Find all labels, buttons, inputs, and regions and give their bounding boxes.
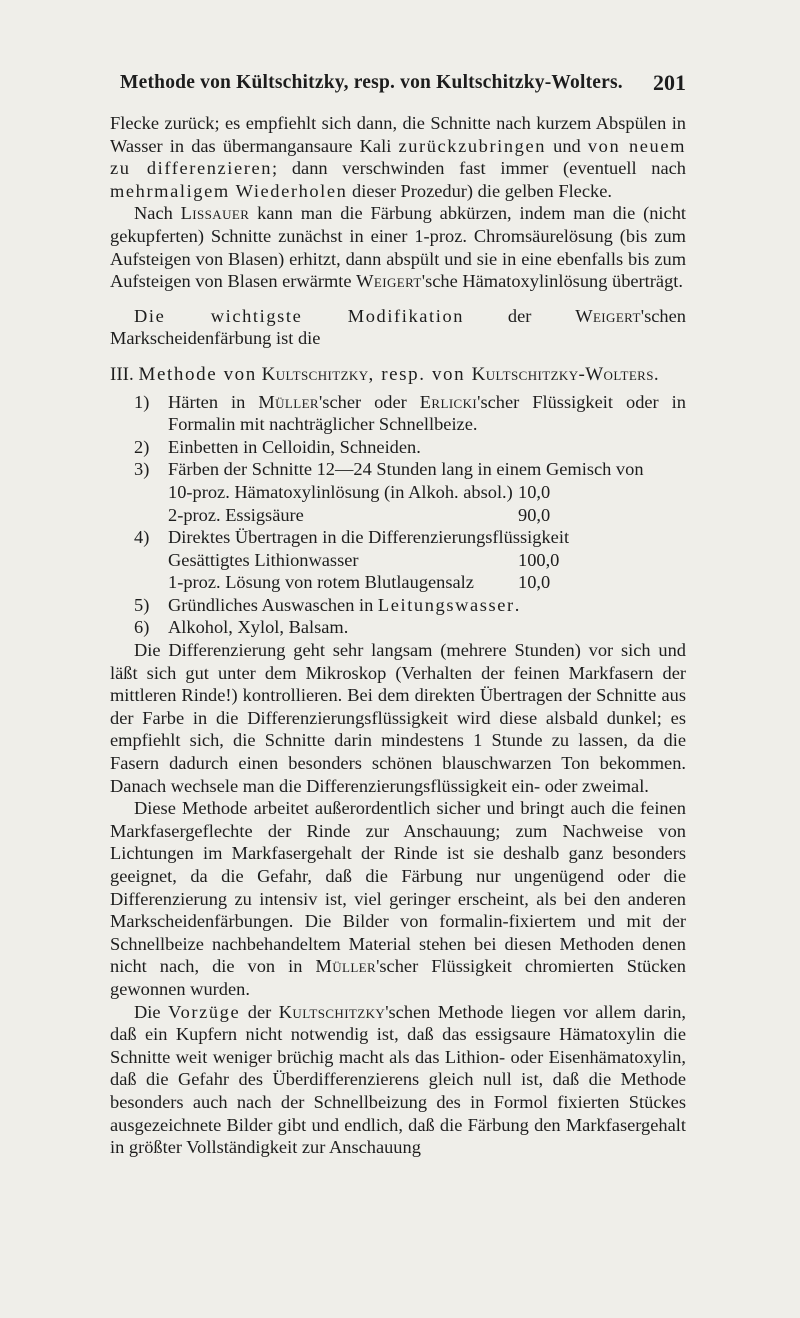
paragraph-differenzierung: Die Differenzierung geht sehr langsam (mehrere Stunden) vor sich und läßt sich gut unter dem Mikroskop (Verhalten der feinen Markfasern der mittleren Rinde!) kontrollieren. Bei dem direkten Übertragen der Schnitte aus der Farbe in die Differenzierungsflüssigkeit wird diese alsbald dunkel; es empfiehlt sich, die Schnitte darin mindestens 1 Stunde zu lassen, da die Fasern dadurch einen besonders schönen blauschwarzen Ton bekommen. Danach wechsele man die Differenzierungsflüssigkeit ein- oder zweimal. [110, 640, 686, 796]
running-title: Methode von Kültschitzky, resp. von Kultschitzky-Wolters. [120, 72, 623, 93]
method-steps-cont [110, 526, 686, 549]
step-1: 1) Härten in Müller'scher oder Erlicki'scher Flüssigkeit oder in Formalin mit nachträglicher Schnellbeize. [134, 391, 686, 435]
body-text [110, 112, 686, 1159]
method-steps-end [110, 594, 686, 639]
formula-acetic-acid: 2-proz. Essigsäure 90,0 [168, 504, 551, 525]
step-4: 4) Direktes Übertragen in die Differenzierungsflüssigkeit [134, 527, 570, 548]
formula-lithium-water: Gesättigtes Lithionwasser 100,0 [168, 549, 560, 570]
book-page [110, 70, 686, 1159]
page-number: 201 [653, 70, 686, 95]
step-3: 3) Färben der Schnitte 12—24 Stunden lang in einem Gemisch von [134, 459, 644, 480]
step-2: 2) Einbetten in Celloidin, Schneiden. [134, 436, 421, 457]
formula-hematoxylin: 10-proz. Hämatoxylinlösung (in Alkoh. absol.) 10,0 [168, 481, 551, 502]
paragraph-vorzuege: Die Vorzüge der Kultschitzky'schen Methode liegen vor allem darin, daß ein Kupfern nicht notwendig ist, daß das essigsaure Hämatoxylin die Schnitte weit weniger brüchig macht als das Lithion- oder Eisenhämatoxylin, daß die Gefahr des Überdifferenzierens gleich null ist, daß die Methode besonders auch nach der Schnellbeizung des in Formol fixierten Stückes ausgezeichnete Bilder gibt und endlich, daß die Färbung den Markfasergehalt in größter Vollständigkeit zur Anschauung [110, 1001, 686, 1158]
paragraph-modifikation: Die wichtigste Modifikation der Weigert'schen Markscheidenfärbung ist die [110, 305, 686, 349]
section-heading-iii: III. Methode von Kultschitzky, resp. von Kultschitzky-Wolters. [110, 363, 659, 385]
running-header [110, 70, 686, 104]
method-steps [110, 391, 686, 481]
step-6: 6) Alkohol, Xylol, Balsam. [134, 617, 349, 638]
paragraph-methode-sicher: Diese Methode arbeitet außerordentlich sicher und bringt auch die feinen Markfasergeflechte der Rinde zur Anschauung; zum Nachweise von Lichtungen im Markfasergehalt der Rinde ist sie deshalb ganz besonders geeignet, da die Gefahr, daß die Färbung nur ungenügend oder die Differenzierung zu intensiv ist, viel geringer erscheint, als bei den anderen Markscheidenfärbungen. Die Bilder von formalin-fixiertem und mit der Schnellbeize nachbehandeltem Material stehen bei diesen Methoden denen nicht nach, die von in Müller'scher Flüssigkeit chromierten Stücken gewonnen wurden. [110, 798, 687, 999]
paragraph-lissauer: Nach Lissauer kann man die Färbung abkürzen, indem man die (nicht gekupferten) Schnitte zunächst in einer 1-proz. Chromsäurelösung (bis zum Aufsteigen von Blasen) erhitzt, dann abspült und sie in eine ebenfalls bis zum Aufsteigen von Blasen erwärmte Weigert'sche Hämatoxylinlösung überträgt. [110, 203, 687, 292]
paragraph-flecke: Flecke zurück; es empfiehlt sich dann, die Schnitte nach kurzem Abspülen in Wasser in das übermangansaure Kali zurückzubringen und von neuem zu differenzieren; dann verschwinden fast immer (eventuell nach mehrmaligem Wiederholen dieser Prozedur) die gelben Flecke. [110, 113, 687, 201]
step-5: 5) Gründliches Auswaschen in Leitungswasser. [134, 594, 520, 615]
formula-prussiate: 1-proz. Lösung von rotem Blutlaugensalz 10,0 [168, 572, 551, 593]
